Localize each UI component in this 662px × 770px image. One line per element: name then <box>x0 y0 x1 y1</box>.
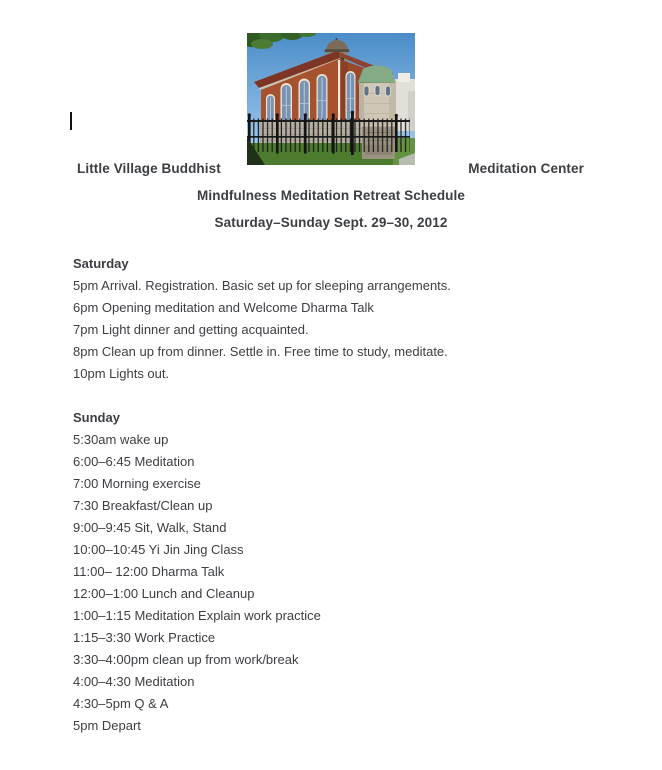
saturday-items <box>73 275 642 385</box>
schedule-line: 3:30–4:00pm clean up from work/break <box>73 652 299 667</box>
schedule-line: 4:30–5pm Q & A <box>73 696 169 711</box>
schedule-line: 5pm Depart <box>73 718 141 733</box>
downspout <box>338 60 340 123</box>
schedule-line: 4:00–4:30 Meditation <box>73 674 195 689</box>
schedule-line: 11:00– 12:00 Dharma Talk <box>73 564 225 579</box>
schedule-line: 9:00–9:45 Sit, Walk, Stand <box>73 520 227 535</box>
schedule-line: 1:15–3:30 Work Practice <box>73 630 216 645</box>
schedule-line: 7:30 Breakfast/Clean up <box>73 498 213 513</box>
org-name-row <box>0 161 662 176</box>
saturday-heading: Saturday <box>73 256 129 271</box>
schedule-line: 8pm Clean up from dinner. Settle in. Free time to study, meditate. <box>73 344 448 359</box>
temple-photo-illustration <box>247 33 415 165</box>
org-name-right: Meditation Center <box>468 161 584 176</box>
schedule-line: 7pm Light dinner and getting acquainted. <box>73 322 309 337</box>
schedule-line: 6pm Opening meditation and Welcome Dharma Talk <box>73 300 374 315</box>
stone-apse <box>358 65 396 123</box>
org-name-left: Little Village Buddhist <box>77 161 221 176</box>
schedule-line: 1:00–1:15 Meditation Explain work practice <box>73 608 321 623</box>
schedule-line: 5pm Arrival. Registration. Basic set up for sleeping arrangements. <box>73 278 451 293</box>
document-title: Mindfulness Meditation Retreat Schedule <box>197 188 465 203</box>
schedule-line: 10:00–10:45 Yi Jin Jing Class <box>73 542 244 557</box>
schedule-line: 6:00–6:45 Meditation <box>73 454 195 469</box>
sunday-items <box>73 429 642 737</box>
schedule-line: 12:00–1:00 Lunch and Cleanup <box>73 586 255 601</box>
text-cursor-caret <box>70 112 72 130</box>
blank-line <box>73 385 642 407</box>
sunday-heading: Sunday <box>73 410 120 425</box>
schedule-line: 5:30am wake up <box>73 432 169 447</box>
temple-photo <box>247 33 415 165</box>
schedule-line: 7:00 Morning exercise <box>73 476 201 491</box>
document-dates: Saturday–Sunday Sept. 29–30, 2012 <box>214 215 448 230</box>
schedule-line: 10pm Lights out. <box>73 366 170 381</box>
retreat-schedule <box>73 253 642 737</box>
